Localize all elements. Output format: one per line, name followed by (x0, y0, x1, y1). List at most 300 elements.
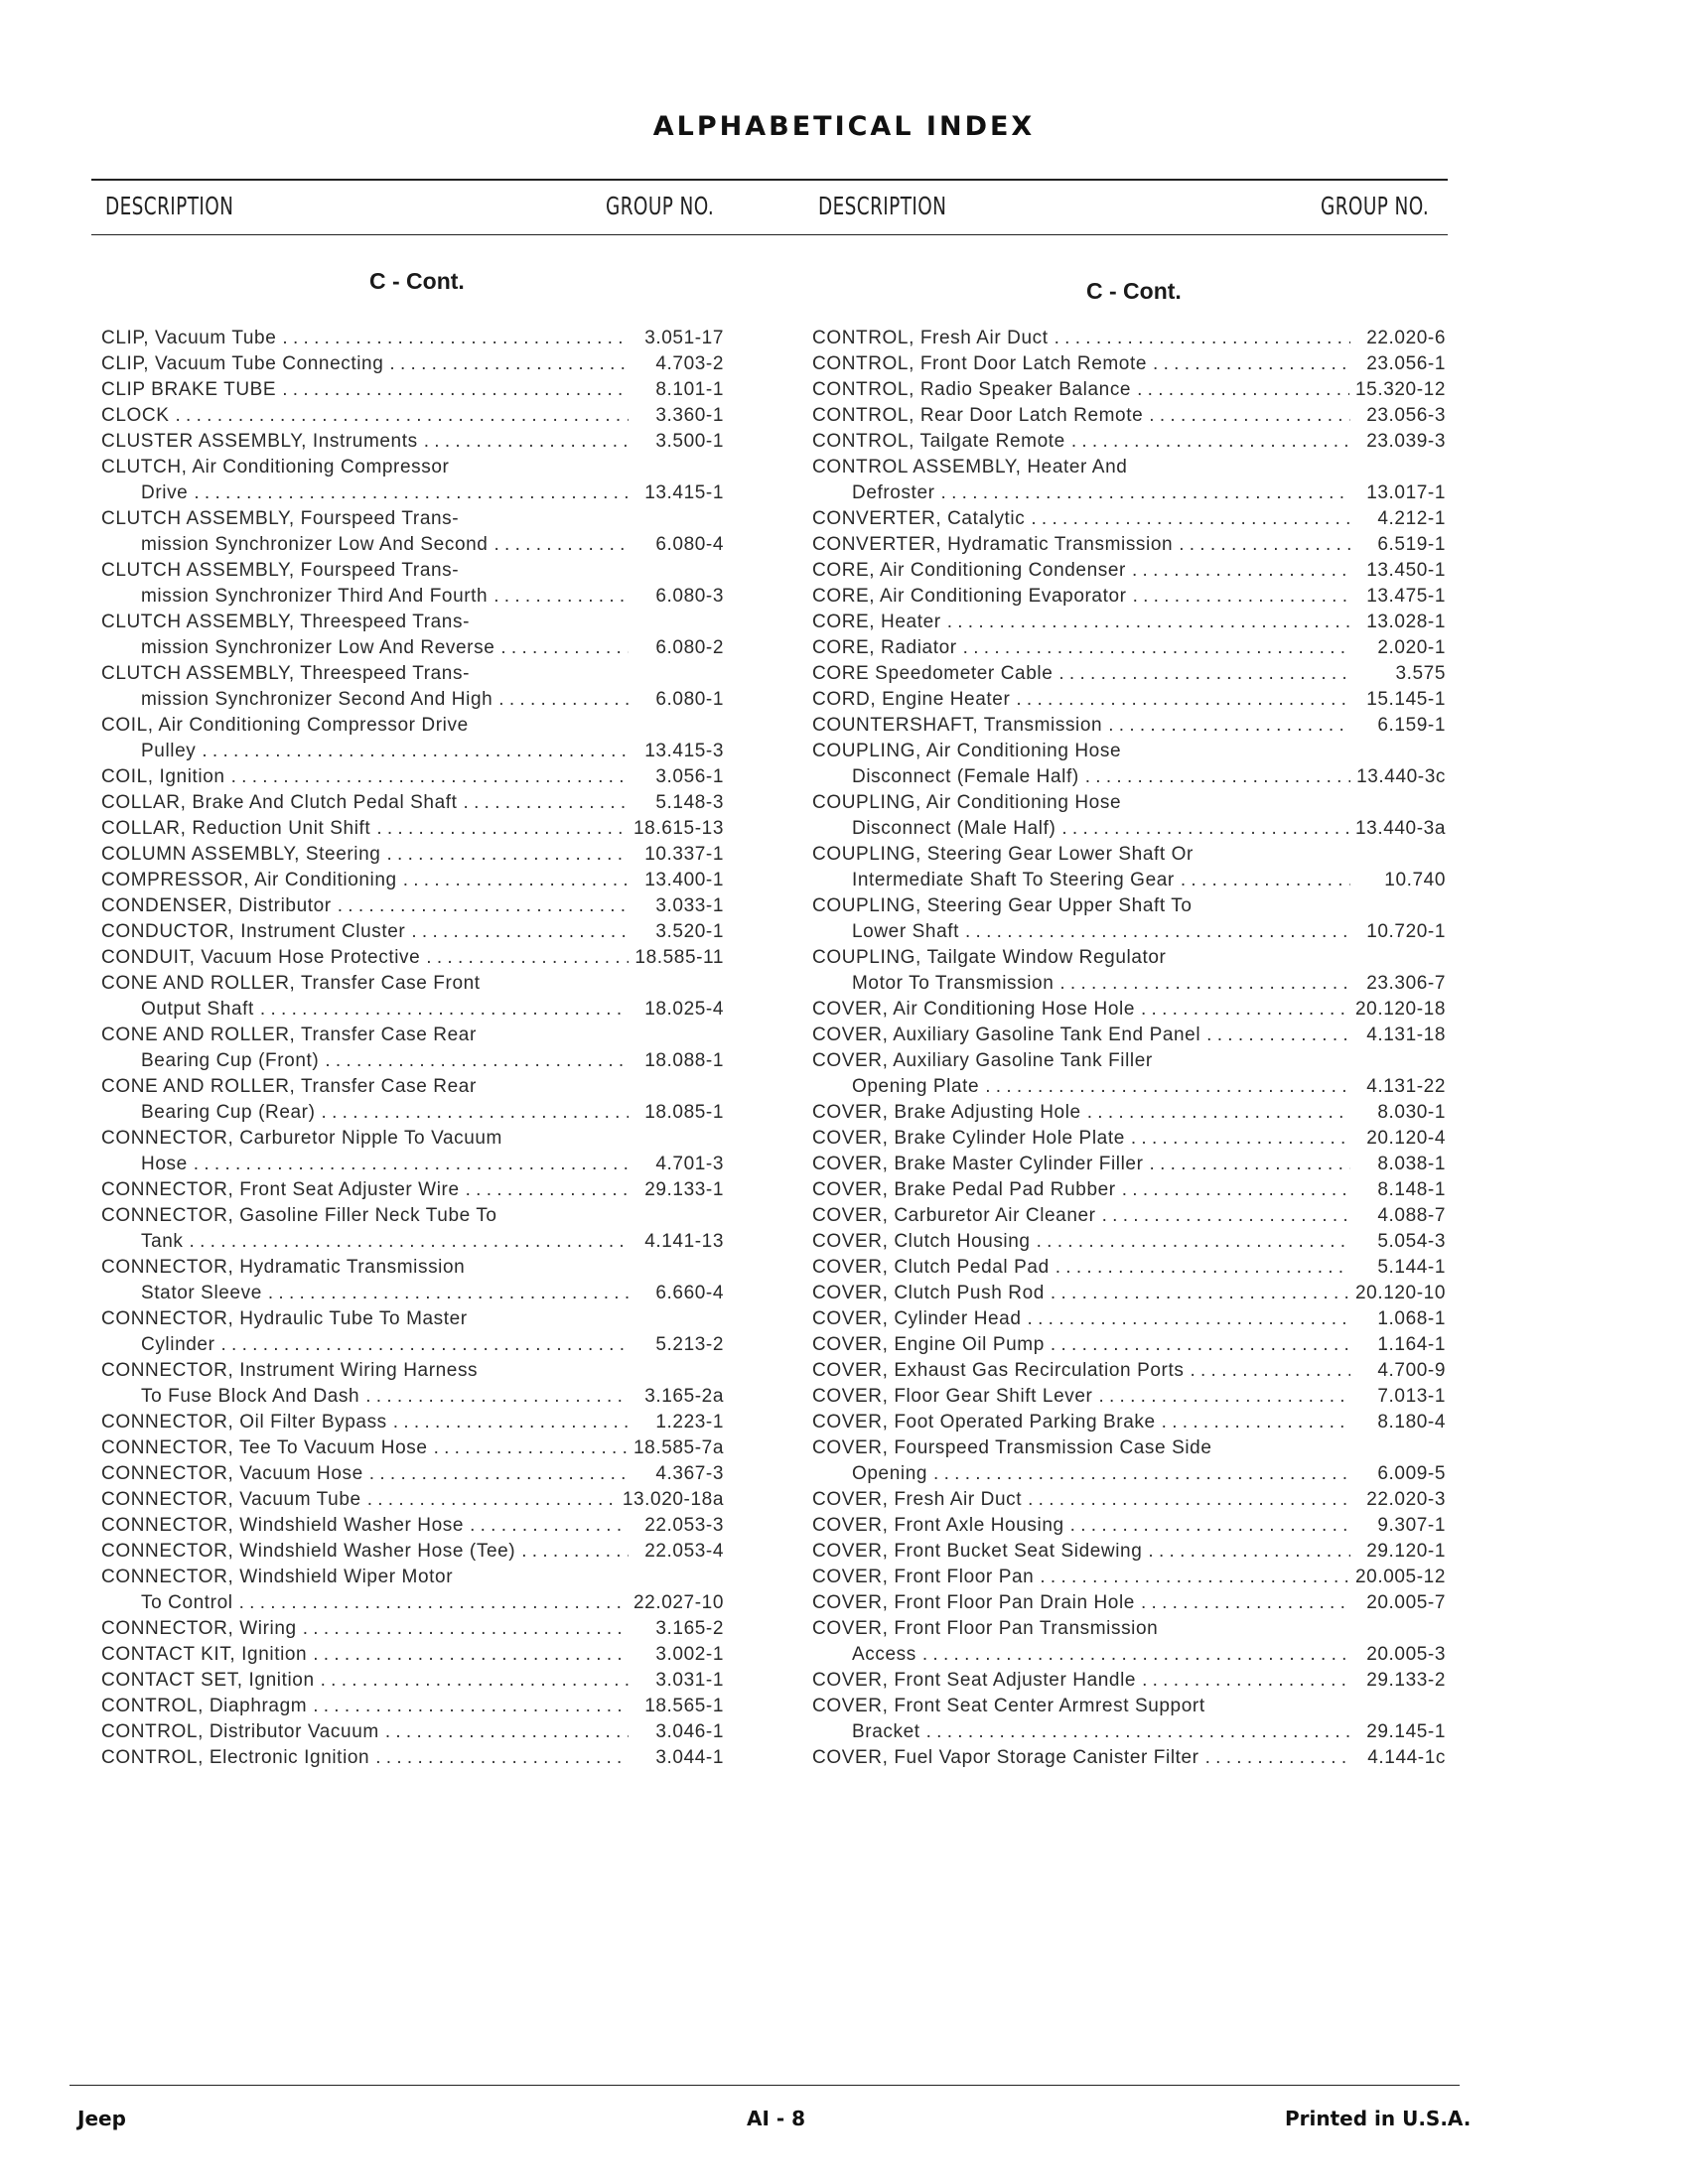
dot-leader (1055, 1255, 1350, 1281)
entry-group-number: 1.068-1 (1377, 1308, 1446, 1329)
dot-leader (313, 1694, 629, 1719)
dot-leader (1102, 1203, 1350, 1229)
entry-group-number: 1.164-1 (1377, 1334, 1446, 1355)
entry-group-number: 18.025-4 (644, 999, 724, 1020)
dot-leader (466, 1177, 629, 1203)
entry-description-line: Disconnect (Male Half) (852, 818, 1056, 839)
entry-description-line: CONTROL, Fresh Air Duct (812, 328, 1049, 348)
dot-leader (1141, 997, 1349, 1023)
entry-group-number: 6.009-5 (1377, 1463, 1446, 1484)
index-entry (101, 1513, 724, 1539)
entry-group-number: 6.080-3 (655, 586, 724, 607)
index-entry (812, 455, 1446, 506)
entry-description-line: COVER, Clutch Pedal Pad (812, 1257, 1050, 1278)
index-entry (101, 1410, 724, 1435)
entry-description-line: Bearing Cup (Front) (141, 1050, 320, 1071)
entry-group-number: 3.575 (1395, 663, 1446, 684)
entry-group-number: 20.120-4 (1366, 1128, 1446, 1149)
entry-group-number: 13.400-1 (644, 870, 724, 890)
dot-leader (221, 1332, 630, 1358)
dot-leader (1190, 1358, 1350, 1384)
entry-group-number: 8.148-1 (1377, 1179, 1446, 1200)
index-entry (101, 1719, 724, 1745)
dot-leader (260, 997, 629, 1023)
index-entry (812, 1152, 1446, 1177)
dot-leader (1028, 1487, 1350, 1513)
index-entry (101, 816, 724, 842)
entry-group-number: 5.148-3 (655, 792, 724, 813)
index-entry (812, 610, 1446, 635)
dot-leader (1028, 1306, 1350, 1332)
index-entry (101, 764, 724, 790)
entry-description-line: mission Synchronizer Third And Fourth (141, 586, 489, 607)
entry-description-line: COLUMN ASSEMBLY, Steering (101, 844, 381, 865)
dot-leader (389, 351, 629, 377)
entry-group-number: 4.141-13 (644, 1231, 724, 1252)
index-entry (812, 1229, 1446, 1255)
index-entry (812, 558, 1446, 584)
entry-group-number: 15.320-12 (1355, 379, 1446, 400)
index-entry (101, 558, 724, 610)
entry-group-number: 3.033-1 (655, 895, 724, 916)
dot-leader (1162, 1410, 1350, 1435)
entry-group-number: 4.212-1 (1377, 508, 1446, 529)
entry-group-number: 3.520-1 (655, 921, 724, 942)
entry-description-line: CONTROL, Radio Speaker Balance (812, 379, 1132, 400)
index-entry (812, 1306, 1446, 1332)
left-index-column (101, 326, 724, 1771)
entry-description-line: COVER, Front Floor Pan (812, 1567, 1035, 1587)
dot-leader (231, 764, 629, 790)
dot-leader (268, 1281, 629, 1306)
entry-description-line: COIL, Ignition (101, 766, 225, 787)
index-entry (101, 1461, 724, 1487)
dot-leader (985, 1074, 1350, 1100)
entry-description-line: COVER, Fuel Vapor Storage Canister Filter (812, 1747, 1199, 1768)
left-description-header: DESCRIPTION (105, 192, 234, 220)
index-entry (101, 455, 724, 506)
dot-leader (941, 480, 1350, 506)
index-entry (101, 1203, 724, 1255)
index-entry (101, 351, 724, 377)
entry-group-number: 4.088-7 (1377, 1205, 1446, 1226)
entry-description-line: CONVERTER, Hydramatic Transmission (812, 534, 1174, 555)
index-entry (101, 1616, 724, 1642)
entry-group-number: 20.120-10 (1355, 1283, 1446, 1303)
dot-leader (965, 919, 1350, 945)
entry-group-number: 13.440-3a (1355, 818, 1446, 839)
entry-description-line: COUPLING, Steering Gear Upper Shaft To (812, 895, 1193, 916)
footer-page-number: AI - 8 (747, 2107, 806, 2130)
right-group-header: GROUP NO. (1321, 192, 1430, 220)
entry-group-number: 18.565-1 (644, 1696, 724, 1716)
entry-description-line: Cylinder (141, 1334, 215, 1355)
index-entry (101, 1177, 724, 1203)
dot-leader (922, 1642, 1350, 1668)
entry-group-number: 8.038-1 (1377, 1154, 1446, 1174)
entry-description-line: CLUTCH, Air Conditioning Compressor (101, 457, 450, 478)
dot-leader (282, 326, 629, 351)
entry-description-line: COVER, Front Floor Pan Drain Hole (812, 1592, 1135, 1613)
dot-leader (1058, 661, 1350, 687)
entry-group-number: 20.120-18 (1355, 999, 1446, 1020)
entry-description-line: CONNECTOR, Vacuum Hose (101, 1463, 363, 1484)
dot-leader (321, 1668, 629, 1694)
entry-description-line: COVER, Clutch Housing (812, 1231, 1031, 1252)
index-entry (812, 377, 1446, 403)
entry-group-number: 22.020-3 (1366, 1489, 1446, 1510)
index-entry (812, 790, 1446, 842)
index-entry (101, 1745, 724, 1771)
entry-description-line: CONTACT SET, Ignition (101, 1670, 315, 1691)
dot-leader (303, 1616, 629, 1642)
right-section-heading: C - Cont. (1086, 278, 1182, 304)
index-entry (812, 842, 1446, 893)
dot-leader (947, 610, 1350, 635)
dot-leader (434, 1435, 628, 1461)
entry-group-number: 6.080-1 (655, 689, 724, 710)
index-entry (812, 1048, 1446, 1100)
entry-description-line: CONDUCTOR, Instrument Cluster (101, 921, 406, 942)
dot-leader (521, 1539, 629, 1565)
index-entry (101, 1023, 724, 1074)
entry-group-number: 4.367-3 (655, 1463, 724, 1484)
entry-group-number: 18.585-7a (633, 1437, 724, 1458)
index-entry (812, 635, 1446, 661)
entry-group-number: 3.500-1 (655, 431, 724, 452)
entry-description-line: CLIP, Vacuum Tube Connecting (101, 353, 384, 374)
dot-leader (282, 377, 629, 403)
index-entry (812, 506, 1446, 532)
entry-description-line: CONTACT KIT, Ignition (101, 1644, 308, 1665)
entry-description-line: CONNECTOR, Vacuum Tube (101, 1489, 361, 1510)
dot-leader (1085, 764, 1350, 790)
dot-leader (365, 1384, 629, 1410)
entry-group-number: 18.615-13 (633, 818, 724, 839)
entry-description-line: COIL, Air Conditioning Compressor Drive (101, 715, 469, 736)
index-entry (812, 1513, 1446, 1539)
entry-description-line: COVER, Brake Adjusting Hole (812, 1102, 1081, 1123)
index-entry (101, 403, 724, 429)
entry-group-number: 2.020-1 (1377, 637, 1446, 658)
dot-leader (1153, 351, 1350, 377)
entry-group-number: 8.180-4 (1377, 1412, 1446, 1433)
index-entry (812, 1332, 1446, 1358)
index-entry (101, 1539, 724, 1565)
entry-group-number: 29.133-2 (1366, 1670, 1446, 1691)
entry-description-line: CONNECTOR, Hydraulic Tube To Master (101, 1308, 468, 1329)
entry-group-number: 13.440-3c (1356, 766, 1446, 787)
entry-description-line: CONNECTOR, Hydramatic Transmission (101, 1257, 466, 1278)
dot-leader (190, 1229, 629, 1255)
entry-description-line: Bearing Cup (Rear) (141, 1102, 316, 1123)
index-entry (812, 1281, 1446, 1306)
entry-group-number: 23.039-3 (1366, 431, 1446, 452)
entry-group-number: 23.056-1 (1366, 353, 1446, 374)
entry-description-line: mission Synchronizer Second And High (141, 689, 493, 710)
dot-leader (1148, 1539, 1350, 1565)
entry-description-line: COVER, Auxiliary Gasoline Tank Filler (812, 1050, 1153, 1071)
entry-description-line: CORE, Heater (812, 612, 941, 632)
index-entry (101, 1435, 724, 1461)
dot-leader (926, 1719, 1350, 1745)
entry-description-line: Access (852, 1644, 916, 1665)
dot-leader (1087, 1100, 1350, 1126)
entry-description-line: COVER, Front Bucket Seat Sidewing (812, 1541, 1143, 1562)
entry-description-line: Drive (141, 482, 189, 503)
index-entry (101, 661, 724, 713)
entry-description-line: COLLAR, Brake And Clutch Pedal Shaft (101, 792, 458, 813)
index-entry (812, 1203, 1446, 1229)
index-entry (812, 739, 1446, 790)
left-group-header: GROUP NO. (606, 192, 715, 220)
entry-group-number: 3.165-2a (644, 1386, 724, 1407)
entry-group-number: 10.337-1 (644, 844, 724, 865)
entry-description-line: COVER, Brake Pedal Pad Rubber (812, 1179, 1116, 1200)
index-entry (101, 429, 724, 455)
entry-description-line: CLUTCH ASSEMBLY, Fourspeed Trans- (101, 560, 460, 581)
dot-leader (1122, 1177, 1350, 1203)
entry-description-line: Bracket (852, 1721, 920, 1742)
entry-description-line: CONTROL, Tailgate Remote (812, 431, 1065, 452)
entry-group-number: 9.307-1 (1377, 1515, 1446, 1536)
entry-description-line: Disconnect (Female Half) (852, 766, 1079, 787)
entry-description-line: To Control (141, 1592, 233, 1613)
entry-description-line: COUPLING, Steering Gear Lower Shaft Or (812, 844, 1194, 865)
entry-description-line: COVER, Front Seat Adjuster Handle (812, 1670, 1137, 1691)
entry-group-number: 4.700-9 (1377, 1360, 1446, 1381)
dot-leader (175, 403, 629, 429)
index-entry (812, 1410, 1446, 1435)
index-entry (101, 1126, 724, 1177)
dot-leader (1142, 1668, 1350, 1694)
entry-description-line: mission Synchronizer Low And Reverse (141, 637, 495, 658)
index-entry (101, 1487, 724, 1513)
index-entry (812, 945, 1446, 997)
index-entry (101, 1642, 724, 1668)
right-description-header: DESCRIPTION (818, 192, 947, 220)
index-entry (812, 1668, 1446, 1694)
index-entry (812, 1255, 1446, 1281)
entry-group-number: 8.101-1 (655, 379, 724, 400)
entry-group-number: 23.306-7 (1366, 973, 1446, 994)
dot-leader (375, 1745, 629, 1771)
index-entry (101, 1694, 724, 1719)
dot-leader (1131, 1126, 1350, 1152)
entry-description-line: CONTROL, Front Door Latch Remote (812, 353, 1148, 374)
entry-description-line: COVER, Engine Oil Pump (812, 1334, 1045, 1355)
entry-group-number: 13.028-1 (1366, 612, 1446, 632)
dot-leader (313, 1642, 629, 1668)
dot-leader (963, 635, 1350, 661)
entry-description-line: COVER, Brake Cylinder Hole Plate (812, 1128, 1125, 1149)
entry-description-line: CONNECTOR, Windshield Wiper Motor (101, 1567, 454, 1587)
dot-leader (1051, 1332, 1350, 1358)
index-entry (812, 1745, 1446, 1771)
entry-group-number: 5.213-2 (655, 1334, 724, 1355)
index-entry (812, 713, 1446, 739)
entry-group-number: 22.027-10 (633, 1592, 724, 1613)
entry-description-line: COUNTERSHAFT, Transmission (812, 715, 1103, 736)
dot-leader (1205, 1745, 1350, 1771)
index-entry (812, 532, 1446, 558)
entry-group-number: 13.450-1 (1366, 560, 1446, 581)
index-entry (101, 1074, 724, 1126)
dot-leader (1141, 1590, 1350, 1616)
entry-group-number: 18.085-1 (644, 1102, 724, 1123)
index-entry (101, 1668, 724, 1694)
dot-leader (376, 816, 628, 842)
entry-description-line: Defroster (852, 482, 935, 503)
index-entry (812, 1539, 1446, 1565)
entry-group-number: 13.415-3 (644, 741, 724, 761)
entry-group-number: 22.053-3 (644, 1515, 724, 1536)
entry-description-line: CONNECTOR, Gasoline Filler Neck Tube To (101, 1205, 497, 1226)
entry-description-line: CONNECTOR, Tee To Vacuum Hose (101, 1437, 428, 1458)
entry-description-line: COVER, Fourspeed Transmission Case Side (812, 1437, 1212, 1458)
entry-group-number: 3.031-1 (655, 1670, 724, 1691)
index-entry (812, 1177, 1446, 1203)
dot-leader (1108, 713, 1350, 739)
entry-description-line: To Fuse Block And Dash (141, 1386, 360, 1407)
index-entry (812, 687, 1446, 713)
entry-description-line: CORE, Air Conditioning Condenser (812, 560, 1126, 581)
dot-leader (239, 1590, 628, 1616)
entry-description-line: CLOCK (101, 405, 170, 426)
index-entry (812, 1616, 1446, 1668)
entry-group-number: 7.013-1 (1377, 1386, 1446, 1407)
index-entry (812, 1358, 1446, 1384)
dot-leader (1137, 377, 1349, 403)
index-entry (101, 506, 724, 558)
index-entry (101, 919, 724, 945)
entry-group-number: 8.030-1 (1377, 1102, 1446, 1123)
dot-leader (411, 919, 629, 945)
entry-group-number: 13.017-1 (1366, 482, 1446, 503)
dot-leader (1098, 1384, 1350, 1410)
entry-group-number: 13.475-1 (1366, 586, 1446, 607)
entry-description-line: COVER, Cylinder Head (812, 1308, 1022, 1329)
entry-description-line: COVER, Floor Gear Shift Lever (812, 1386, 1093, 1407)
dot-leader (1150, 1152, 1350, 1177)
entry-group-number: 29.120-1 (1366, 1541, 1446, 1562)
index-entry (101, 868, 724, 893)
footer-printed: Printed in U.S.A. (1285, 2107, 1472, 2130)
index-entry (101, 713, 724, 764)
entry-group-number: 4.144-1c (1367, 1747, 1446, 1768)
entry-description-line: COVER, Front Seat Center Armrest Support (812, 1696, 1205, 1716)
entry-description-line: COVER, Carburetor Air Cleaner (812, 1205, 1096, 1226)
entry-description-line: COUPLING, Tailgate Window Regulator (812, 947, 1167, 968)
entry-group-number: 4.701-3 (655, 1154, 724, 1174)
entry-group-number: 22.053-4 (644, 1541, 724, 1562)
index-entry (812, 403, 1446, 429)
entry-group-number: 29.133-1 (644, 1179, 724, 1200)
index-entry (101, 377, 724, 403)
entry-description-line: CLIP BRAKE TUBE (101, 379, 277, 400)
dot-leader (470, 1513, 629, 1539)
entry-group-number: 20.005-12 (1355, 1567, 1446, 1587)
dot-leader (493, 584, 629, 610)
entry-description-line: CONE AND ROLLER, Transfer Case Rear (101, 1024, 477, 1045)
index-entry (812, 661, 1446, 687)
index-entry (812, 584, 1446, 610)
entry-group-number: 3.002-1 (655, 1644, 724, 1665)
entry-description-line: COVER, Front Axle Housing (812, 1515, 1064, 1536)
dot-leader (1149, 403, 1350, 429)
dot-leader (464, 790, 629, 816)
entry-description-line: Motor To Transmission (852, 973, 1055, 994)
dot-leader (194, 1152, 629, 1177)
entry-description-line: CONNECTOR, Oil Filter Bypass (101, 1412, 387, 1433)
footer-rule (70, 2085, 1460, 2086)
entry-description-line: CONTROL ASSEMBLY, Heater And (812, 457, 1128, 478)
entry-group-number: 3.165-2 (655, 1618, 724, 1639)
dot-leader (1179, 532, 1350, 558)
right-index-column (812, 326, 1446, 1771)
entry-description-line: CONNECTOR, Wiring (101, 1618, 297, 1639)
dot-leader (424, 429, 629, 455)
entry-description-line: CONE AND ROLLER, Transfer Case Front (101, 973, 481, 994)
entry-group-number: 13.020-18a (622, 1489, 724, 1510)
entry-description-line: CORE, Air Conditioning Evaporator (812, 586, 1127, 607)
entry-description-line: CONNECTOR, Windshield Washer Hose (101, 1515, 465, 1536)
index-entry (812, 1435, 1446, 1487)
entry-description-line: CONDENSER, Distributor (101, 895, 332, 916)
entry-description-line: CONDUIT, Vacuum Hose Protective (101, 947, 421, 968)
dot-leader (338, 893, 629, 919)
dot-leader (498, 687, 629, 713)
dot-leader (1059, 971, 1350, 997)
entry-description-line: CONNECTOR, Windshield Washer Hose (Tee) (101, 1541, 516, 1562)
index-entry (812, 1565, 1446, 1590)
dot-leader (403, 868, 629, 893)
entry-description-line: CONTROL, Electronic Ignition (101, 1747, 370, 1768)
entry-group-number: 3.051-17 (644, 328, 724, 348)
entry-description-line: mission Synchronizer Low And Second (141, 534, 489, 555)
entry-group-number: 6.519-1 (1377, 534, 1446, 555)
dot-leader (426, 945, 629, 971)
dot-leader (493, 532, 629, 558)
entry-description-line: CONE AND ROLLER, Transfer Case Rear (101, 1076, 477, 1097)
entry-group-number: 10.720-1 (1366, 921, 1446, 942)
index-entry (812, 326, 1446, 351)
entry-group-number: 29.145-1 (1366, 1721, 1446, 1742)
entry-group-number: 15.145-1 (1366, 689, 1446, 710)
index-entry (101, 971, 724, 1023)
index-entry (101, 1358, 724, 1410)
entry-description-line: CONTROL, Rear Door Latch Remote (812, 405, 1144, 426)
entry-description-line: COVER, Brake Master Cylinder Filler (812, 1154, 1144, 1174)
entry-group-number: 22.020-6 (1366, 328, 1446, 348)
entry-description-line: CONNECTOR, Carburetor Nipple To Vacuum (101, 1128, 502, 1149)
dot-leader (385, 1719, 629, 1745)
footer-brand: Jeep (77, 2107, 126, 2130)
entry-description-line: CLUSTER ASSEMBLY, Instruments (101, 431, 418, 452)
entry-description-line: Intermediate Shaft To Steering Gear (852, 870, 1175, 890)
dot-leader (1206, 1023, 1350, 1048)
index-entry (101, 945, 724, 971)
index-entry (101, 893, 724, 919)
entry-group-number: 6.080-2 (655, 637, 724, 658)
entry-description-line: Opening (852, 1463, 928, 1484)
dot-leader (1040, 1565, 1349, 1590)
index-entry (812, 1100, 1446, 1126)
entry-description-line: COVER, Foot Operated Parking Brake (812, 1412, 1156, 1433)
entry-description-line: COLLAR, Reduction Unit Shift (101, 818, 371, 839)
index-entry (101, 842, 724, 868)
header-top-rule (91, 179, 1448, 181)
